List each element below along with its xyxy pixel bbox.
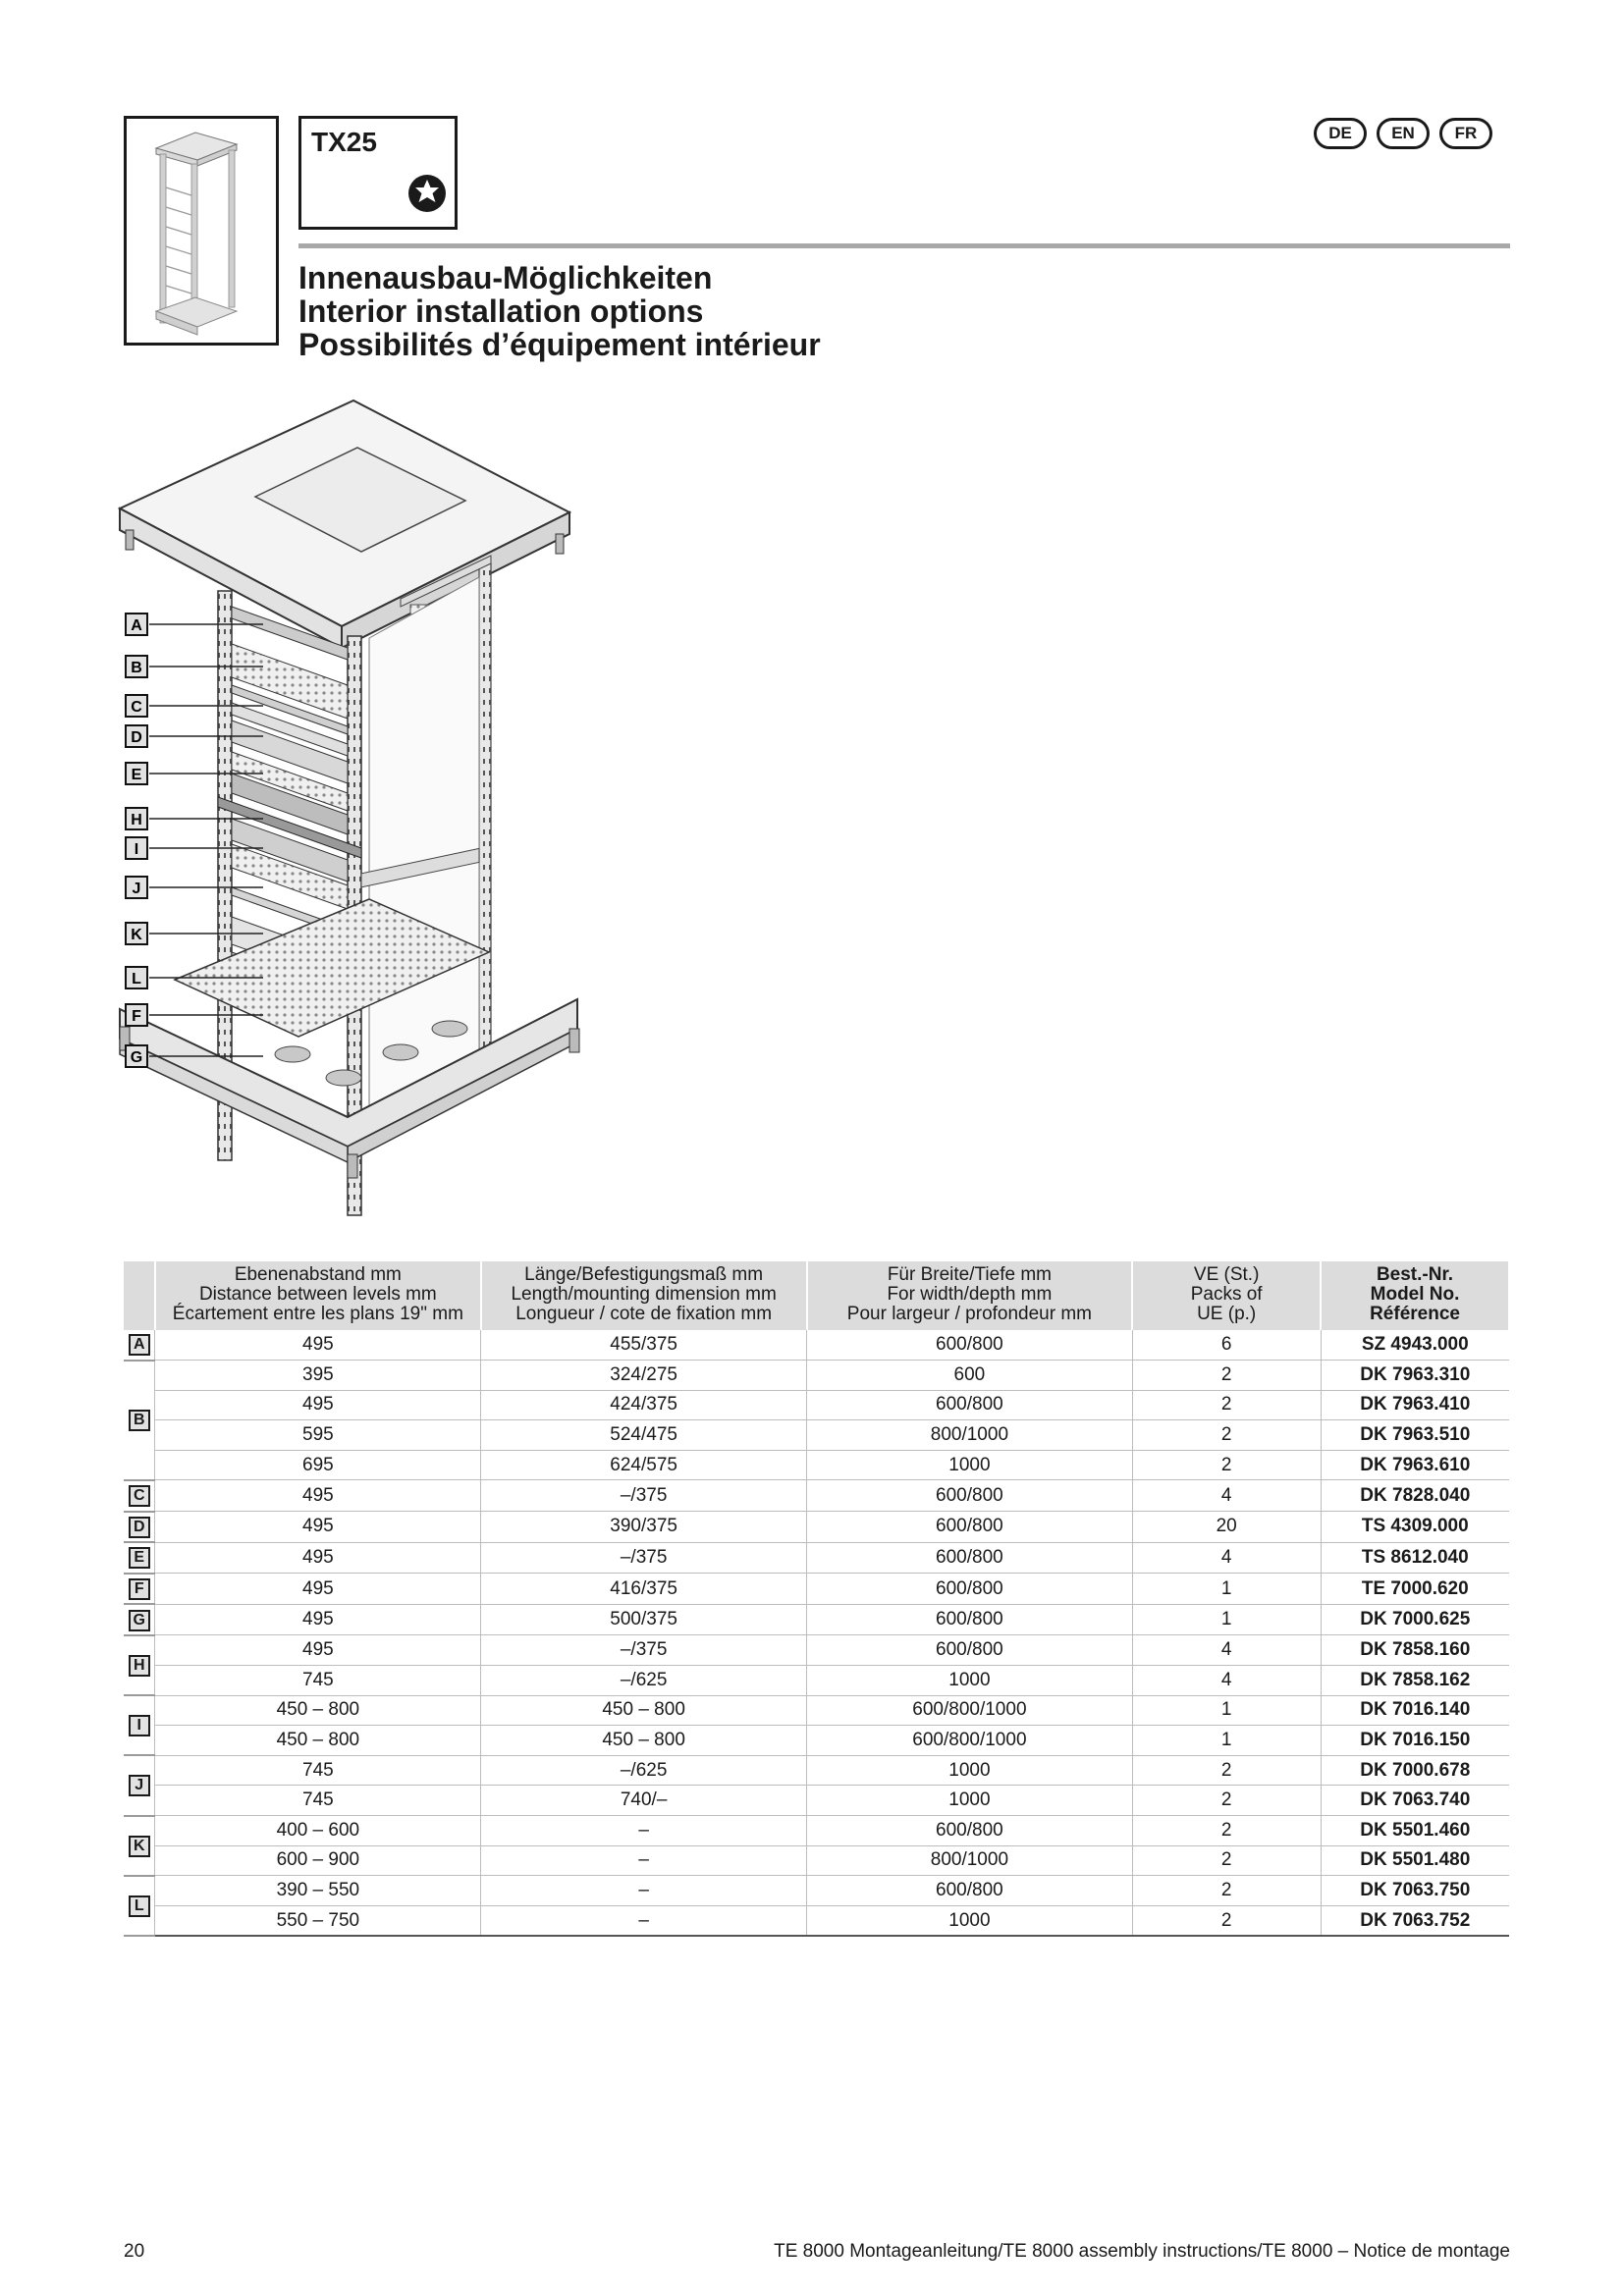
cell-distance: 395 xyxy=(155,1361,481,1391)
product-code-box xyxy=(298,116,458,230)
row-letter: D xyxy=(129,1517,150,1538)
callout-a xyxy=(126,614,147,635)
cell-length: 500/375 xyxy=(481,1604,807,1635)
cell-distance: 745 xyxy=(155,1666,481,1696)
header-distance: Ebenenabstand mm Distance between levels mm Écartement entre les plans 19" mm xyxy=(155,1261,481,1330)
header-rule xyxy=(298,243,1510,248)
cell-width: 1000 xyxy=(807,1755,1133,1786)
cell-packs: 2 xyxy=(1132,1450,1321,1480)
cell-packs: 2 xyxy=(1132,1390,1321,1420)
cell-length: 424/375 xyxy=(481,1390,807,1420)
cell-width: 600/800 xyxy=(807,1512,1133,1543)
table-row xyxy=(124,1695,1509,1726)
cell-model: DK 7858.162 xyxy=(1321,1666,1509,1696)
row-letter: E xyxy=(129,1547,150,1569)
table-row xyxy=(124,1512,1509,1543)
language-badges xyxy=(1314,118,1492,149)
row-letter: K xyxy=(129,1836,150,1857)
row-letter-cell xyxy=(124,1604,155,1635)
cell-packs: 2 xyxy=(1132,1905,1321,1936)
svg-text:K: K xyxy=(131,927,142,943)
cell-length: 455/375 xyxy=(481,1330,807,1361)
cell-distance: 495 xyxy=(155,1604,481,1635)
cell-distance: 390 – 550 xyxy=(155,1876,481,1906)
cell-packs: 1 xyxy=(1132,1695,1321,1726)
cell-model: DK 7063.752 xyxy=(1321,1905,1509,1936)
table-row xyxy=(124,1876,1509,1906)
cell-packs: 20 xyxy=(1132,1512,1321,1543)
row-letter-cell xyxy=(124,1816,155,1876)
row-letter-cell xyxy=(124,1695,155,1755)
cell-distance: 495 xyxy=(155,1512,481,1543)
cell-width: 600/800 xyxy=(807,1604,1133,1635)
cell-distance: 600 – 900 xyxy=(155,1845,481,1876)
row-letter: I xyxy=(129,1715,150,1736)
cell-distance: 450 – 800 xyxy=(155,1726,481,1756)
cell-packs: 1 xyxy=(1132,1726,1321,1756)
lang-badge-en: EN xyxy=(1377,118,1430,149)
cell-width: 600/800 xyxy=(807,1542,1133,1574)
cell-length: –/375 xyxy=(481,1635,807,1666)
table-row xyxy=(124,1361,1509,1391)
cell-model: TE 7000.620 xyxy=(1321,1574,1509,1605)
cell-width: 600/800 xyxy=(807,1574,1133,1605)
cell-length: –/625 xyxy=(481,1666,807,1696)
cell-distance: 595 xyxy=(155,1420,481,1451)
cell-distance: 745 xyxy=(155,1786,481,1816)
table-body xyxy=(124,1330,1509,1936)
cell-distance: 550 – 750 xyxy=(155,1905,481,1936)
cell-width: 600/800 xyxy=(807,1330,1133,1361)
callout-j xyxy=(126,877,147,898)
lang-badge-fr: FR xyxy=(1439,118,1492,149)
cell-width: 1000 xyxy=(807,1786,1133,1816)
row-letter-cell xyxy=(124,1635,155,1695)
table-row xyxy=(124,1816,1509,1846)
svg-text:L: L xyxy=(132,971,141,988)
cell-width: 600/800 xyxy=(807,1390,1133,1420)
row-letter-cell xyxy=(124,1574,155,1605)
cell-length: 450 – 800 xyxy=(481,1695,807,1726)
header-length: Länge/Befestigungsmaß mm Length/mounting dimension mm Longueur / cote de fixation mm xyxy=(481,1261,807,1330)
cell-packs: 2 xyxy=(1132,1786,1321,1816)
svg-text:E: E xyxy=(131,767,142,783)
cell-model: DK 7063.750 xyxy=(1321,1876,1509,1906)
row-letter-cell xyxy=(124,1512,155,1543)
cell-length: – xyxy=(481,1876,807,1906)
cell-width: 1000 xyxy=(807,1905,1133,1936)
cell-model: DK 7963.310 xyxy=(1321,1361,1509,1391)
table-row xyxy=(124,1604,1509,1635)
svg-text:F: F xyxy=(132,1008,141,1025)
row-letter: J xyxy=(129,1775,150,1796)
callout-e xyxy=(126,763,147,784)
cell-packs: 2 xyxy=(1132,1755,1321,1786)
cell-distance: 495 xyxy=(155,1480,481,1512)
cell-model: DK 7016.140 xyxy=(1321,1695,1509,1726)
row-letter: B xyxy=(129,1410,150,1431)
svg-text:D: D xyxy=(131,729,142,746)
cell-model: TS 4309.000 xyxy=(1321,1512,1509,1543)
spec-table xyxy=(124,1261,1510,1937)
table-row xyxy=(124,1845,1509,1876)
row-letter: H xyxy=(129,1655,150,1677)
callout-i xyxy=(126,837,147,859)
cell-width: 800/1000 xyxy=(807,1420,1133,1451)
cell-packs: 2 xyxy=(1132,1845,1321,1876)
cell-model: DK 5501.480 xyxy=(1321,1845,1509,1876)
cell-model: SZ 4943.000 xyxy=(1321,1330,1509,1361)
cell-width: 600/800 xyxy=(807,1816,1133,1846)
cell-distance: 495 xyxy=(155,1542,481,1574)
table-row xyxy=(124,1542,1509,1574)
callout-d xyxy=(126,725,147,747)
callout-k xyxy=(126,923,147,944)
cell-width: 600/800/1000 xyxy=(807,1726,1133,1756)
cell-packs: 2 xyxy=(1132,1361,1321,1391)
callout-l xyxy=(126,967,147,988)
table-row xyxy=(124,1755,1509,1786)
cell-model: DK 7858.160 xyxy=(1321,1635,1509,1666)
callout-g xyxy=(126,1045,147,1067)
cell-length: 390/375 xyxy=(481,1512,807,1543)
header-letter xyxy=(124,1261,155,1330)
cell-model: DK 7016.150 xyxy=(1321,1726,1509,1756)
callout-b xyxy=(126,656,147,677)
torx-star-icon xyxy=(407,174,447,213)
cell-packs: 4 xyxy=(1132,1480,1321,1512)
cell-model: DK 5501.460 xyxy=(1321,1816,1509,1846)
cell-distance: 495 xyxy=(155,1635,481,1666)
row-letter: G xyxy=(129,1610,150,1631)
cell-length: –/375 xyxy=(481,1480,807,1512)
svg-text:C: C xyxy=(131,699,142,716)
cell-length: 524/475 xyxy=(481,1420,807,1451)
page-number: 20 xyxy=(124,2241,145,2262)
svg-text:B: B xyxy=(131,660,142,676)
table-row xyxy=(124,1666,1509,1696)
cell-packs: 1 xyxy=(1132,1574,1321,1605)
cell-model: DK 7828.040 xyxy=(1321,1480,1509,1512)
callout-c xyxy=(126,695,147,717)
callout-h xyxy=(126,808,147,829)
cell-distance: 450 – 800 xyxy=(155,1695,481,1726)
table-row xyxy=(124,1390,1509,1420)
cell-width: 600/800 xyxy=(807,1480,1133,1512)
title-en: Interior installation options xyxy=(298,294,704,329)
row-letter: F xyxy=(129,1578,150,1600)
cell-packs: 4 xyxy=(1132,1635,1321,1666)
cell-length: 624/575 xyxy=(481,1450,807,1480)
cell-length: 450 – 800 xyxy=(481,1726,807,1756)
cell-distance: 745 xyxy=(155,1755,481,1786)
row-letter: A xyxy=(129,1334,150,1356)
cell-model: DK 7063.740 xyxy=(1321,1786,1509,1816)
cell-length: 740/– xyxy=(481,1786,807,1816)
cell-width: 600/800/1000 xyxy=(807,1695,1133,1726)
svg-text:J: J xyxy=(132,881,141,897)
row-letter: L xyxy=(129,1896,150,1917)
cell-model: DK 7963.610 xyxy=(1321,1450,1509,1480)
cell-length: – xyxy=(481,1816,807,1846)
table-row xyxy=(124,1726,1509,1756)
cell-width: 1000 xyxy=(807,1450,1133,1480)
svg-text:H: H xyxy=(131,812,142,828)
header-model: Best.-Nr. Model No. Référence xyxy=(1321,1261,1509,1330)
cell-model: TS 8612.040 xyxy=(1321,1542,1509,1574)
callout-f xyxy=(126,1004,147,1026)
row-letter-cell xyxy=(124,1542,155,1574)
page-title xyxy=(298,261,821,361)
row-letter-cell xyxy=(124,1876,155,1937)
table-row xyxy=(124,1635,1509,1666)
table-row xyxy=(124,1574,1509,1605)
cell-packs: 2 xyxy=(1132,1816,1321,1846)
cell-model: DK 7963.410 xyxy=(1321,1390,1509,1420)
cell-distance: 400 – 600 xyxy=(155,1816,481,1846)
header-width: Für Breite/Tiefe mm For width/depth mm Pour largeur / profondeur mm xyxy=(807,1261,1133,1330)
cell-model: DK 7000.678 xyxy=(1321,1755,1509,1786)
svg-text:G: G xyxy=(130,1049,143,1066)
table-row xyxy=(124,1450,1509,1480)
cell-distance: 495 xyxy=(155,1390,481,1420)
cell-width: 600 xyxy=(807,1361,1133,1391)
cell-width: 800/1000 xyxy=(807,1845,1133,1876)
cell-packs: 2 xyxy=(1132,1420,1321,1451)
lang-badge-de: DE xyxy=(1314,118,1367,149)
cell-length: –/625 xyxy=(481,1755,807,1786)
svg-text:I: I xyxy=(134,841,139,858)
rack-interior-drawing xyxy=(116,391,587,1245)
cell-distance: 495 xyxy=(155,1574,481,1605)
cell-length: – xyxy=(481,1905,807,1936)
table-row xyxy=(124,1330,1509,1361)
cell-width: 600/800 xyxy=(807,1635,1133,1666)
row-letter: C xyxy=(129,1485,150,1507)
rack-thumbnail xyxy=(124,116,279,346)
table-row xyxy=(124,1480,1509,1512)
cell-packs: 2 xyxy=(1132,1876,1321,1906)
product-code: TX25 xyxy=(311,127,377,157)
cell-packs: 1 xyxy=(1132,1604,1321,1635)
row-letter-cell xyxy=(124,1361,155,1480)
cell-model: DK 7000.625 xyxy=(1321,1604,1509,1635)
cell-length: 416/375 xyxy=(481,1574,807,1605)
cell-packs: 4 xyxy=(1132,1666,1321,1696)
cell-length: 324/275 xyxy=(481,1361,807,1391)
cell-width: 1000 xyxy=(807,1666,1133,1696)
cell-packs: 6 xyxy=(1132,1330,1321,1361)
title-fr: Possibilités d’équipement intérieur xyxy=(298,327,821,362)
cell-distance: 495 xyxy=(155,1330,481,1361)
title-de: Innenausbau-Möglichkeiten xyxy=(298,260,713,295)
row-letter-cell xyxy=(124,1480,155,1512)
cell-length: – xyxy=(481,1845,807,1876)
row-letter-cell xyxy=(124,1330,155,1361)
header-packs: VE (St.) Packs of UE (p.) xyxy=(1132,1261,1321,1330)
table-row xyxy=(124,1905,1509,1936)
svg-text:A: A xyxy=(131,617,142,634)
cell-packs: 4 xyxy=(1132,1542,1321,1574)
cell-length: –/375 xyxy=(481,1542,807,1574)
cell-distance: 695 xyxy=(155,1450,481,1480)
table-header-row xyxy=(124,1261,1509,1330)
table-row xyxy=(124,1786,1509,1816)
cell-width: 600/800 xyxy=(807,1876,1133,1906)
footer-text: TE 8000 Montageanleitung/TE 8000 assembly instructions/TE 8000 – Notice de montage xyxy=(774,2241,1510,2262)
cell-model: DK 7963.510 xyxy=(1321,1420,1509,1451)
table-row xyxy=(124,1420,1509,1451)
row-letter-cell xyxy=(124,1755,155,1815)
